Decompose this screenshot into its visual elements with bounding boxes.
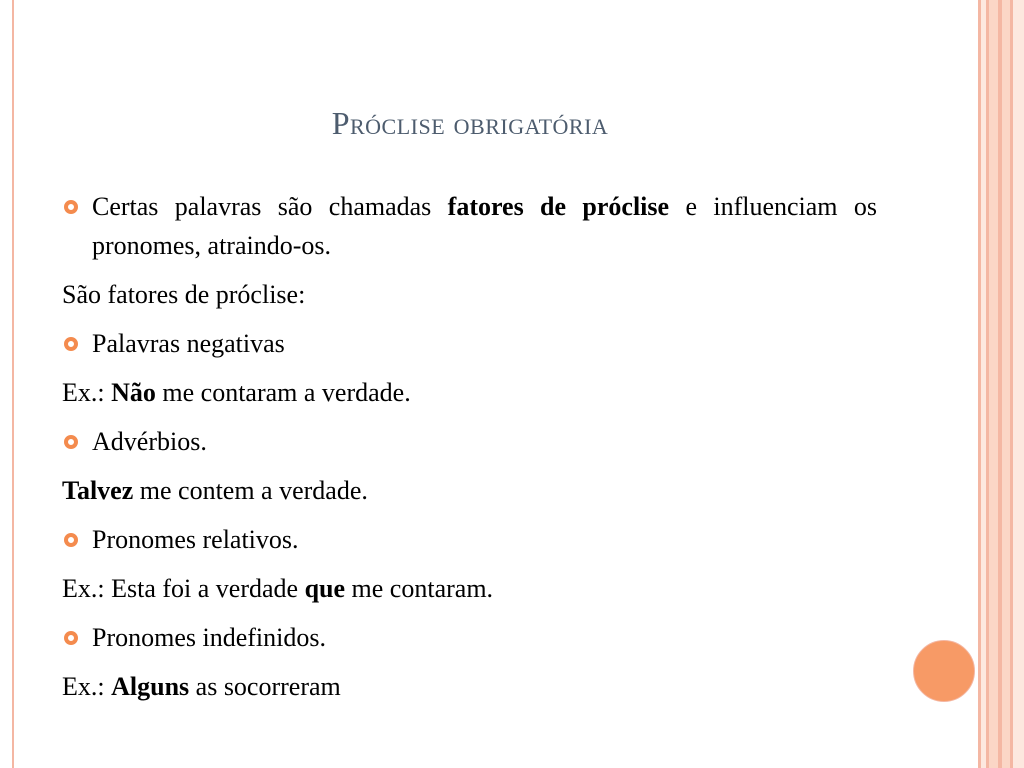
hollow-circle-bullet-icon bbox=[64, 533, 78, 547]
intro-text-after: e influenciam os pronomes, atraindo-os. bbox=[92, 192, 877, 260]
intro-text-before: Certas palavras são chamadas bbox=[92, 192, 448, 221]
example-indefinidos bbox=[62, 667, 877, 706]
example-indefinidos-before: Ex.: bbox=[62, 672, 112, 701]
list-intro-line bbox=[62, 275, 877, 314]
right-border-stripes bbox=[978, 0, 1024, 768]
list-intro-text: São fatores de próclise: bbox=[62, 280, 306, 309]
bullet-negativas-text: Palavras negativas bbox=[92, 329, 285, 358]
bullet-item-intro bbox=[62, 187, 877, 265]
example-indefinidos-after: as socorreram bbox=[189, 672, 341, 701]
bullet-item-negativas bbox=[62, 324, 877, 363]
orange-circle-decoration bbox=[913, 640, 975, 702]
slide-title: Próclise obrigatória bbox=[331, 105, 609, 141]
example-negativas-after: me contaram a verdade. bbox=[155, 378, 411, 407]
example-adverbios-after: me contem a verdade. bbox=[133, 476, 368, 505]
hollow-circle-bullet-icon bbox=[64, 631, 78, 645]
bullet-item-adverbios bbox=[62, 422, 877, 461]
bullet-item-relativos bbox=[62, 520, 877, 559]
example-relativos-after: me contaram. bbox=[345, 574, 494, 603]
bullet-relativos-text: Pronomes relativos. bbox=[92, 525, 299, 554]
example-relativos-before: Ex.: Esta foi a verdade bbox=[62, 574, 305, 603]
intro-text-bold: fatores de próclise bbox=[447, 192, 670, 221]
example-negativas-bold: Não bbox=[111, 378, 156, 407]
example-negativas-before: Ex.: bbox=[62, 378, 112, 407]
example-adverbios-bold: Talvez bbox=[62, 476, 134, 505]
bullet-item-indefinidos bbox=[62, 618, 877, 657]
slide-content bbox=[62, 187, 877, 716]
hollow-circle-bullet-icon bbox=[64, 435, 78, 449]
example-relativos-bold: que bbox=[304, 574, 346, 603]
hollow-circle-bullet-icon bbox=[64, 200, 78, 214]
example-indefinidos-bold: Alguns bbox=[111, 672, 190, 701]
example-adverbios bbox=[62, 471, 877, 510]
bullet-indefinidos-text: Pronomes indefinidos. bbox=[92, 623, 326, 652]
example-relativos bbox=[62, 569, 877, 608]
hollow-circle-bullet-icon bbox=[64, 337, 78, 351]
example-negativas bbox=[62, 373, 877, 412]
bullet-adverbios-text: Advérbios. bbox=[92, 427, 207, 456]
